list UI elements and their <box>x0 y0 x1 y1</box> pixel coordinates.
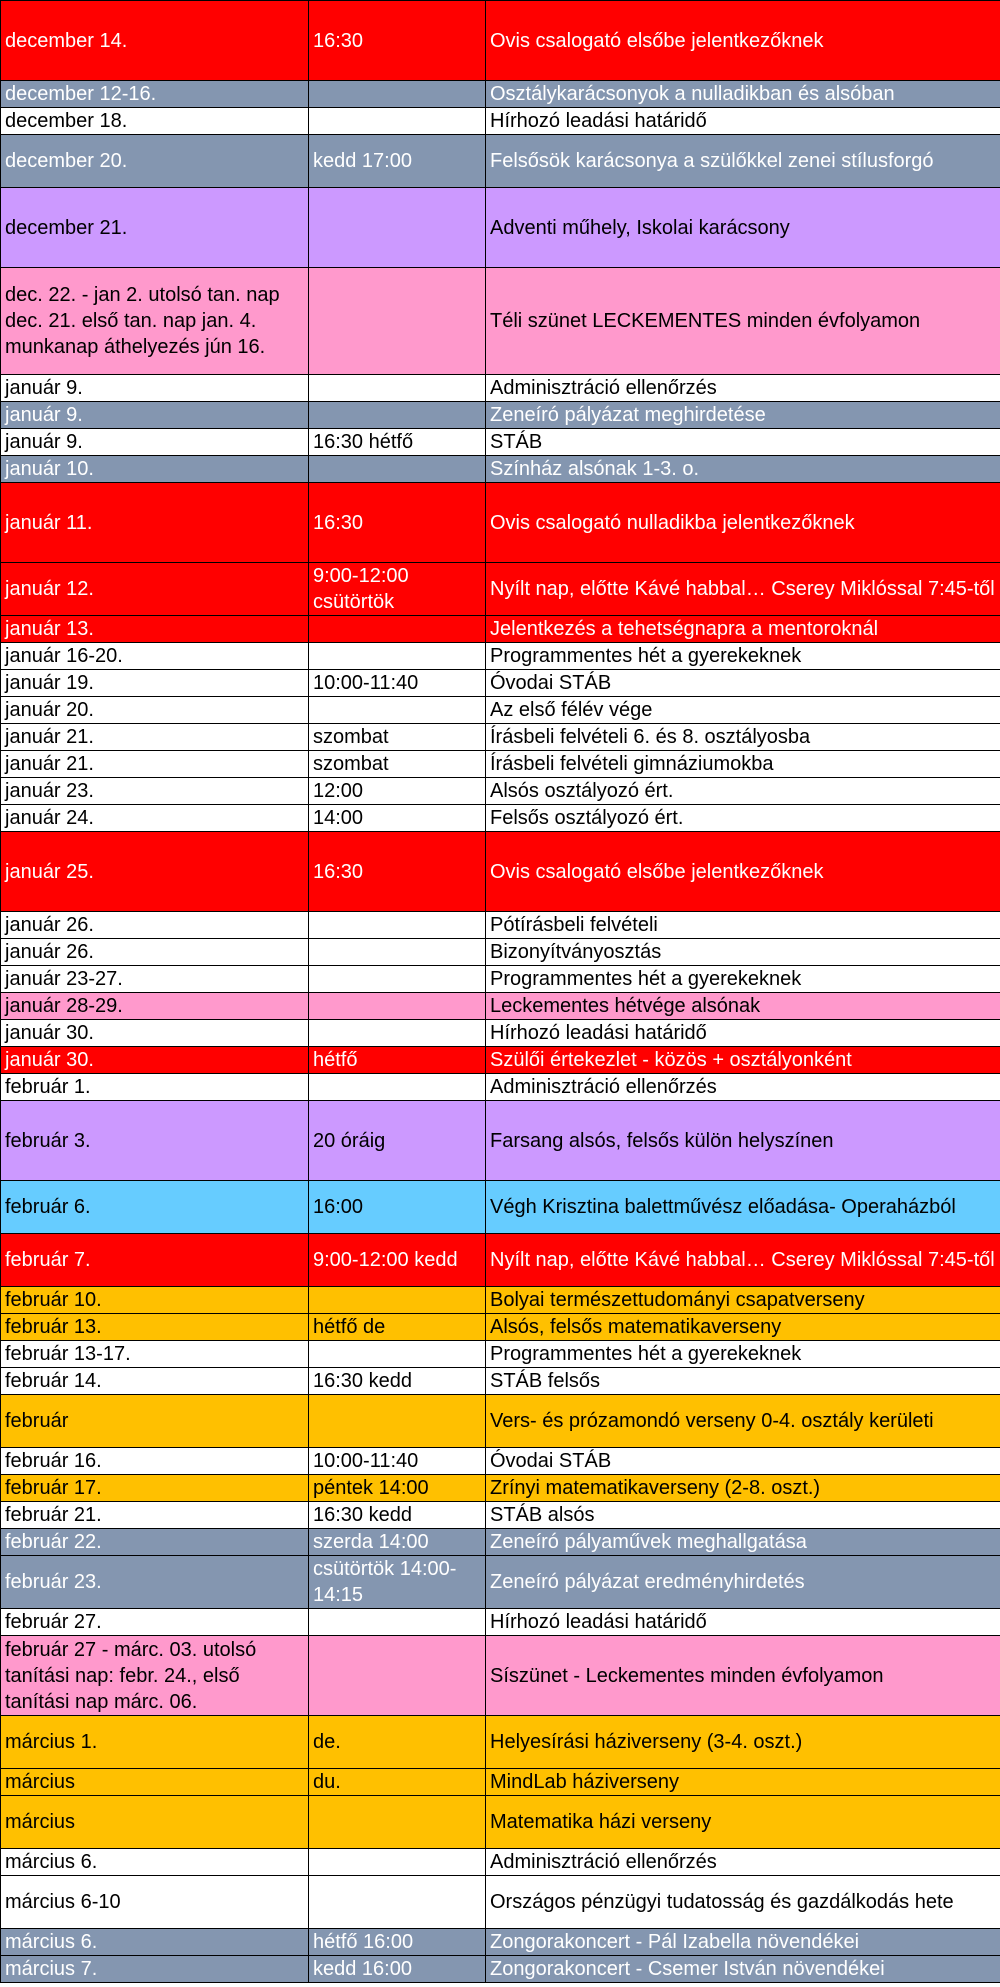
table-row <box>1 1181 1000 1234</box>
time-cell: 16:30 <box>309 1 486 81</box>
date-cell: január 9. <box>1 402 309 429</box>
event-cell: Írásbeli felvételi gimnáziumokba <box>486 751 1000 778</box>
date-cell: január 24. <box>1 805 309 832</box>
event-cell: STÁB <box>486 429 1000 456</box>
event-cell: STÁB felsős <box>486 1368 1000 1395</box>
time-cell <box>309 643 486 670</box>
time-cell <box>309 456 486 483</box>
table-row <box>1 1314 1000 1341</box>
table-row <box>1 1716 1000 1769</box>
table-row <box>1 1287 1000 1314</box>
table-row <box>1 643 1000 670</box>
date-cell: december 20. <box>1 135 309 188</box>
event-cell: Írásbeli felvételi 6. és 8. osztályosba <box>486 724 1000 751</box>
time-cell <box>309 375 486 402</box>
table-row <box>1 697 1000 724</box>
event-cell: Alsós osztályozó ért. <box>486 778 1000 805</box>
table-row <box>1 751 1000 778</box>
time-cell: szerda 14:00 <box>309 1529 486 1556</box>
table-row <box>1 912 1000 939</box>
date-cell: február 10. <box>1 1287 309 1314</box>
date-cell: január 21. <box>1 751 309 778</box>
event-cell: Síszünet - Leckementes minden évfolyamon <box>486 1636 1000 1716</box>
time-cell: 16:30 kedd <box>309 1368 486 1395</box>
date-cell: március 6. <box>1 1849 309 1876</box>
date-cell: február 13. <box>1 1314 309 1341</box>
table-row <box>1 993 1000 1020</box>
time-cell <box>309 402 486 429</box>
date-cell: január 25. <box>1 832 309 912</box>
event-cell: Adminisztráció ellenőrzés <box>486 375 1000 402</box>
table-row <box>1 1368 1000 1395</box>
date-cell: január 30. <box>1 1047 309 1074</box>
time-cell <box>309 1796 486 1849</box>
date-cell: december 12-16. <box>1 81 309 108</box>
time-cell <box>309 1849 486 1876</box>
time-cell: péntek 14:00 <box>309 1475 486 1502</box>
table-row <box>1 778 1000 805</box>
time-cell <box>309 188 486 268</box>
date-cell: január 16-20. <box>1 643 309 670</box>
date-cell: március 6. <box>1 1929 309 1956</box>
date-cell: dec. 22. - jan 2. utolsó tan. nap dec. 21. első tan. nap jan. 4. munkanap áthelyezés jún 16. <box>1 268 309 375</box>
date-cell: február 22. <box>1 1529 309 1556</box>
time-cell <box>309 108 486 135</box>
event-cell: Hírhozó leadási határidő <box>486 108 1000 135</box>
date-cell: január 11. <box>1 483 309 563</box>
date-cell: február 27 - márc. 03. utolsó tanítási nap: febr. 24., első tanítási nap márc. 06. <box>1 1636 309 1716</box>
time-cell <box>309 616 486 643</box>
event-cell: Programmentes hét a gyerekeknek <box>486 643 1000 670</box>
time-cell <box>309 966 486 993</box>
date-cell: február 6. <box>1 1181 309 1234</box>
event-cell: Zongorakoncert - Csemer István növendékei <box>486 1956 1000 1983</box>
time-cell: 20 óráig <box>309 1101 486 1181</box>
event-cell: Adventi műhely, Iskolai karácsony <box>486 188 1000 268</box>
event-cell: Zrínyi matematikaverseny (2-8. oszt.) <box>486 1475 1000 1502</box>
table-row <box>1 1556 1000 1609</box>
event-cell: Nyílt nap, előtte Kávé habbal… Cserey Miklóssal 7:45-től <box>486 563 1000 616</box>
date-cell: december 18. <box>1 108 309 135</box>
date-cell: február 27. <box>1 1609 309 1636</box>
table-row <box>1 108 1000 135</box>
event-cell: Osztálykarácsonyok a nulladikban és alsóban <box>486 81 1000 108</box>
table-row <box>1 1636 1000 1716</box>
date-cell: február 1. <box>1 1074 309 1101</box>
time-cell <box>309 1020 486 1047</box>
event-cell: Helyesírási háziverseny (3-4. oszt.) <box>486 1716 1000 1769</box>
time-cell: 10:00-11:40 <box>309 670 486 697</box>
table-row <box>1 402 1000 429</box>
event-cell: Bizonyítványosztás <box>486 939 1000 966</box>
event-cell: Ovis csalogató elsőbe jelentkezőknek <box>486 1 1000 81</box>
date-cell: január 9. <box>1 429 309 456</box>
date-cell: január 9. <box>1 375 309 402</box>
event-cell: Jelentkezés a tehetségnapra a mentoroknál <box>486 616 1000 643</box>
event-cell: Színház alsónak 1-3. o. <box>486 456 1000 483</box>
date-cell: február 3. <box>1 1101 309 1181</box>
time-cell <box>309 939 486 966</box>
table-row <box>1 135 1000 188</box>
table-row <box>1 670 1000 697</box>
time-cell: 16:30 kedd <box>309 1502 486 1529</box>
table-row <box>1 939 1000 966</box>
time-cell <box>309 1636 486 1716</box>
event-cell: Országos pénzügyi tudatosság és gazdálkodás hete <box>486 1876 1000 1929</box>
table-row <box>1 483 1000 563</box>
time-cell: kedd 17:00 <box>309 135 486 188</box>
date-cell: január 12. <box>1 563 309 616</box>
date-cell: december 14. <box>1 1 309 81</box>
date-cell: december 21. <box>1 188 309 268</box>
time-cell: 12:00 <box>309 778 486 805</box>
time-cell: 14:00 <box>309 805 486 832</box>
date-cell: március <box>1 1769 309 1796</box>
time-cell: szombat <box>309 724 486 751</box>
table-row <box>1 966 1000 993</box>
time-cell: 16:30 <box>309 832 486 912</box>
time-cell <box>309 1609 486 1636</box>
date-cell: január 26. <box>1 912 309 939</box>
date-cell: március 6-10 <box>1 1876 309 1929</box>
date-cell: január 13. <box>1 616 309 643</box>
event-cell: Farsang alsós, felsős külön helyszínen <box>486 1101 1000 1181</box>
date-cell: január 19. <box>1 670 309 697</box>
table-row <box>1 456 1000 483</box>
date-cell: január 26. <box>1 939 309 966</box>
event-cell: Óvodai STÁB <box>486 670 1000 697</box>
time-cell: kedd 16:00 <box>309 1956 486 1983</box>
event-cell: Felsősök karácsonya a szülőkkel zenei stílusforgó <box>486 135 1000 188</box>
event-cell: Felsős osztályozó ért. <box>486 805 1000 832</box>
event-cell: Matematika házi verseny <box>486 1796 1000 1849</box>
table-row <box>1 616 1000 643</box>
time-cell: 16:00 <box>309 1181 486 1234</box>
time-cell: 10:00-11:40 <box>309 1448 486 1475</box>
time-cell: du. <box>309 1769 486 1796</box>
table-row <box>1 1 1000 81</box>
time-cell <box>309 1341 486 1368</box>
date-cell: február 7. <box>1 1234 309 1287</box>
event-cell: Programmentes hét a gyerekeknek <box>486 1341 1000 1368</box>
event-cell: Ovis csalogató nulladikba jelentkezőknek <box>486 483 1000 563</box>
table-row <box>1 188 1000 268</box>
event-cell: Az első félév vége <box>486 697 1000 724</box>
event-cell: Alsós, felsős matematikaverseny <box>486 1314 1000 1341</box>
date-cell: január 20. <box>1 697 309 724</box>
date-cell: január 21. <box>1 724 309 751</box>
table-row <box>1 805 1000 832</box>
event-cell: MindLab háziverseny <box>486 1769 1000 1796</box>
time-cell: de. <box>309 1716 486 1769</box>
table-row <box>1 1929 1000 1956</box>
time-cell: csütörtök 14:00-14:15 <box>309 1556 486 1609</box>
date-cell: január 10. <box>1 456 309 483</box>
time-cell: hétfő 16:00 <box>309 1929 486 1956</box>
date-cell: március <box>1 1796 309 1849</box>
event-cell: STÁB alsós <box>486 1502 1000 1529</box>
date-cell: január 23-27. <box>1 966 309 993</box>
event-cell: Óvodai STÁB <box>486 1448 1000 1475</box>
event-cell: Zongorakoncert - Pál Izabella növendékei <box>486 1929 1000 1956</box>
time-cell: hétfő <box>309 1047 486 1074</box>
event-cell: Adminisztráció ellenőrzés <box>486 1074 1000 1101</box>
date-cell: február <box>1 1395 309 1448</box>
date-cell: január 28-29. <box>1 993 309 1020</box>
date-cell: február 16. <box>1 1448 309 1475</box>
date-cell: január 30. <box>1 1020 309 1047</box>
table-row <box>1 268 1000 375</box>
table-row <box>1 832 1000 912</box>
time-cell <box>309 1287 486 1314</box>
table-row <box>1 429 1000 456</box>
table-row <box>1 1341 1000 1368</box>
date-cell: március 1. <box>1 1716 309 1769</box>
event-cell: Pótírásbeli felvételi <box>486 912 1000 939</box>
time-cell <box>309 697 486 724</box>
event-cell: Téli szünet LECKEMENTES minden évfolyamon <box>486 268 1000 375</box>
date-cell: február 13-17. <box>1 1341 309 1368</box>
time-cell <box>309 1395 486 1448</box>
table-row <box>1 1448 1000 1475</box>
date-cell: január 23. <box>1 778 309 805</box>
time-cell: 16:30 hétfő <box>309 429 486 456</box>
time-cell <box>309 268 486 375</box>
date-cell: február 21. <box>1 1502 309 1529</box>
table-row <box>1 81 1000 108</box>
table-row <box>1 375 1000 402</box>
event-cell: Hírhozó leadási határidő <box>486 1609 1000 1636</box>
table-row <box>1 1609 1000 1636</box>
table-row <box>1 1769 1000 1796</box>
table-row <box>1 1956 1000 1983</box>
time-cell: hétfő de <box>309 1314 486 1341</box>
table-row <box>1 724 1000 751</box>
time-cell <box>309 912 486 939</box>
table-row <box>1 1234 1000 1287</box>
table-row <box>1 1502 1000 1529</box>
event-cell: Vers- és prózamondó verseny 0-4. osztály kerületi <box>486 1395 1000 1448</box>
table-row <box>1 1796 1000 1849</box>
time-cell <box>309 993 486 1020</box>
table-row <box>1 1074 1000 1101</box>
table-row <box>1 1876 1000 1929</box>
time-cell: 9:00-12:00 kedd <box>309 1234 486 1287</box>
date-cell: február 23. <box>1 1556 309 1609</box>
event-cell: Programmentes hét a gyerekeknek <box>486 966 1000 993</box>
time-cell <box>309 1876 486 1929</box>
event-cell: Zeneíró pályázat eredményhirdetés <box>486 1556 1000 1609</box>
table-row <box>1 1101 1000 1181</box>
date-cell: február 17. <box>1 1475 309 1502</box>
time-cell: szombat <box>309 751 486 778</box>
time-cell <box>309 81 486 108</box>
table-row <box>1 563 1000 616</box>
time-cell: 9:00-12:00 csütörtök <box>309 563 486 616</box>
event-cell: Végh Krisztina balettművész előadása- Operaházból <box>486 1181 1000 1234</box>
event-cell: Nyílt nap, előtte Kávé habbal… Cserey Miklóssal 7:45-től <box>486 1234 1000 1287</box>
event-cell: Adminisztráció ellenőrzés <box>486 1849 1000 1876</box>
event-cell: Szülői értekezlet - közös + osztályonként <box>486 1047 1000 1074</box>
date-cell: március 7. <box>1 1956 309 1983</box>
time-cell <box>309 1074 486 1101</box>
table-row <box>1 1475 1000 1502</box>
table-row <box>1 1020 1000 1047</box>
event-cell: Hírhozó leadási határidő <box>486 1020 1000 1047</box>
event-cell: Leckementes hétvége alsónak <box>486 993 1000 1020</box>
schedule-body <box>1 1 1000 1983</box>
table-row <box>1 1849 1000 1876</box>
table-row <box>1 1395 1000 1448</box>
table-row <box>1 1529 1000 1556</box>
event-cell: Bolyai természettudományi csapatverseny <box>486 1287 1000 1314</box>
event-cell: Ovis csalogató elsőbe jelentkezőknek <box>486 832 1000 912</box>
event-cell: Zeneíró pályaművek meghallgatása <box>486 1529 1000 1556</box>
table-row <box>1 1047 1000 1074</box>
event-cell: Zeneíró pályázat meghirdetése <box>486 402 1000 429</box>
time-cell: 16:30 <box>309 483 486 563</box>
date-cell: február 14. <box>1 1368 309 1395</box>
